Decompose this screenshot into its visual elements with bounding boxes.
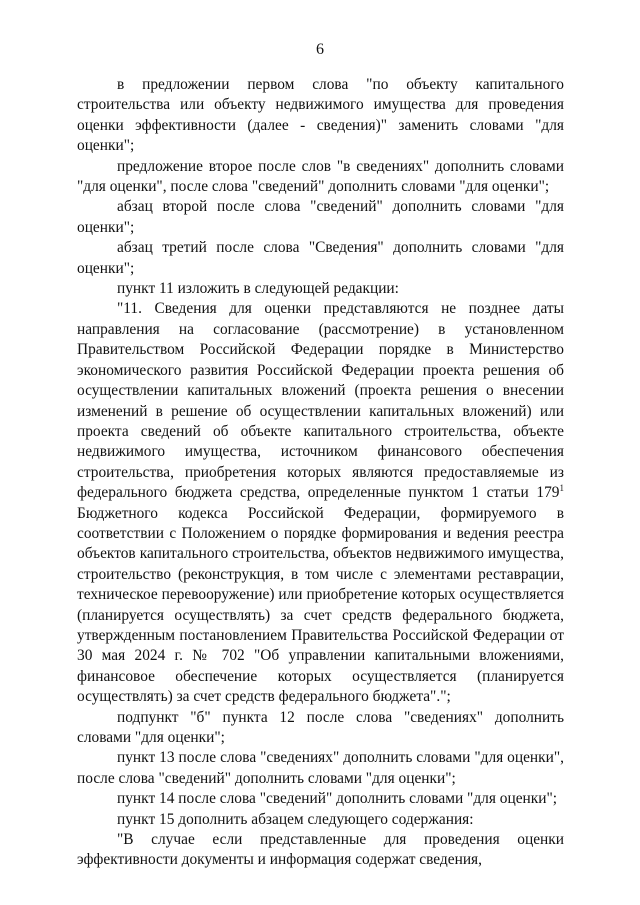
paragraph-point-11 (77, 299, 564, 707)
paragraph: пункт 13 после слова "сведениях" дополнить словами "для оценки", после слова "сведений" дополнить словами "для оценки"; (77, 749, 564, 787)
paragraph: пункт 11 изложить в следующей редакции: (117, 280, 399, 298)
point-11-text: "11. Сведения для оценки представляются не позднее даты направления на согласование (рассмотрение) в установленном Правительством Российской Федерации порядке в Министерство экономического развития Российской Федерации проекта решения об осуществлении капитальных вложений (проекта решения о внесении изменений в решение об осуществлении капитальных вложений) или проекта сведений об объекте капитального строительства, объекте недвижимого имущества, источником финансового обеспечения строительства, приобретения которых являются предоставляемые из федерального бюджета средства, определенные пунктом 1 статьи 179 (77, 300, 564, 502)
paragraph: подпункт "б" пункта 12 после слова "сведениях" дополнить словами "для оценки"; (77, 708, 564, 746)
paragraph: предложение второе после слов "в сведениях" дополнить словами "для оценки", после слова "сведений" дополнить словами "для оценки"; (77, 157, 564, 196)
point-11-text-continued: Бюджетного кодекса Российской Федерации, формируемого в соответствии с Положением о порядке формирования и ведения реестра объектов капитального строительства, объектов недвижимого имущества, строительство (реконструкция, в том числе с элементами реставрации, техническое перевооружение) или приобретение которых осуществляется (планируется осуществлять) за счет средств федерального бюджета, утвержденным постановлением Правительства Российской Федерации от 30 мая 2024 г. № 702 "Об управлении капитальными вложениями, финансовое обеспечение которых осуществляется (планируется осуществлять) за счет средств федерального бюджета"."; (77, 504, 564, 706)
paragraph: абзац второй после слова "сведений" дополнить словами "для оценки"; (77, 198, 564, 236)
page-number: 6 (316, 41, 324, 58)
paragraph: в предложении первом слова "по объекту капитального строительства или объекту недвижимого имущества для проведения оценки эффективности (далее - сведения)" заменить словами "для оценки"; (77, 76, 564, 155)
document-body (77, 75, 564, 871)
paragraph: "В случае если представленные для проведения оценки эффективности документы и информация содержат сведения, (77, 831, 564, 869)
paragraph: абзац третий после слова "Сведения" дополнить словами "для оценки"; (77, 239, 564, 277)
paragraph: пункт 15 дополнить абзацем следующего содержания: (117, 810, 474, 828)
paragraph: пункт 14 после слова "сведений" дополнить словами "для оценки"; (117, 790, 558, 808)
footnote-superscript: 1 (559, 483, 564, 494)
